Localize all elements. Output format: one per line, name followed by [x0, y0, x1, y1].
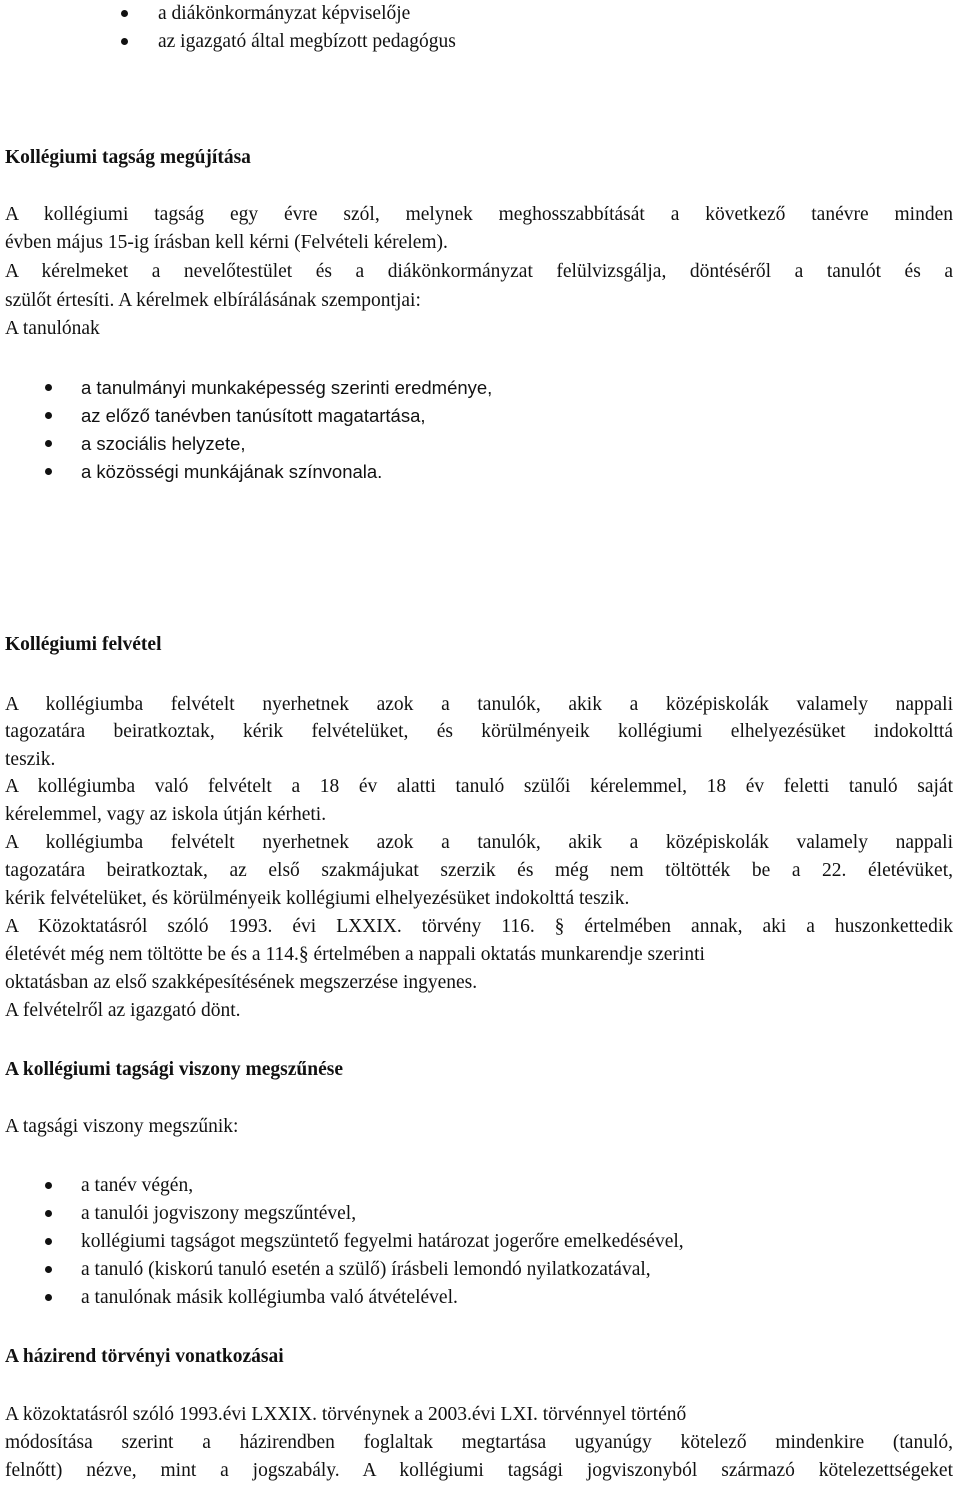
- bullet-icon: [45, 412, 52, 419]
- list-item: a közösségi munkájának színvonala.: [81, 461, 383, 482]
- paragraph-line: oktatásban az első szakképesítésének megszerzése ingyenes.: [5, 972, 478, 993]
- bullet-icon: [121, 10, 128, 17]
- paragraph-line: A kollégiumba való felvételt a 18 év alatti tanuló szülői kérelemmel, 18 év feletti tanuló saját: [5, 776, 953, 797]
- paragraph-line: A közoktatásról szóló 1993.évi LXXIX. törvénynek a 2003.évi LXI. törvénnyel történő: [5, 1404, 687, 1425]
- bullet-icon: [45, 1266, 52, 1273]
- paragraph-line: kérik felvételüket, és körülményeik kollégiumi elhelyezésüket indokolttá teszik.: [5, 888, 630, 909]
- paragraph-line: A tanulónak: [5, 318, 100, 339]
- paragraph-line: tagozatára beiratkoztak, kérik felvételüket, és körülményeik kollégiumi elhelyezésüket indokolttá: [5, 721, 953, 742]
- paragraph-line: A kollégiumba felvételt nyerhetnek azok a tanulók, akik a középiskolák valamely nappali: [5, 694, 953, 715]
- list-item: kollégiumi tagságot megszüntető fegyelmi határozat jogerőre emelkedésével,: [81, 1231, 684, 1252]
- paragraph-line: életévét még nem töltötte be és a 114.§ értelmében a nappali oktatás munkarendje szerinti: [5, 944, 705, 965]
- list-item: a diákönkormányzat képviselője: [158, 3, 411, 24]
- bullet-icon: [121, 38, 128, 45]
- paragraph-line: kérelemmel, vagy az iskola útján kérheti.: [5, 804, 327, 825]
- bullet-icon: [45, 468, 52, 475]
- list-item: a tanuló (kiskorú tanuló esetén a szülő) írásbeli lemondó nyilatkozatával,: [81, 1259, 651, 1280]
- paragraph-line: A kollégiumi tagság egy évre szól, melynek meghosszabbítását a következő tanévre minden: [5, 204, 953, 225]
- list-item: az előző tanévben tanúsított magatartása,: [81, 405, 426, 426]
- paragraph-line: A felvételről az igazgató dönt.: [5, 1000, 241, 1021]
- paragraph-line: módosítása szerint a házirendben foglaltak megtartása ugyanúgy kötelező mindenkire (tanuló,: [5, 1432, 953, 1453]
- paragraph-line: A tagsági viszony megszűnik:: [5, 1116, 239, 1137]
- bullet-icon: [45, 384, 52, 391]
- bullet-icon: [45, 1294, 52, 1301]
- list-item: a tanulói jogviszony megszűntével,: [81, 1203, 357, 1224]
- section-heading: Kollégiumi tagság megújítása: [5, 147, 251, 168]
- section-heading: A házirend törvényi vonatkozásai: [5, 1346, 284, 1367]
- list-item: a tanév végén,: [81, 1175, 194, 1196]
- paragraph-line: A kérelmeket a nevelőtestület és a diákönkormányzat felülvizsgálja, döntéséről a tanulót és a: [5, 261, 953, 282]
- section-heading: A kollégiumi tagsági viszony megszűnése: [5, 1059, 344, 1080]
- paragraph-line: teszik.: [5, 749, 56, 770]
- paragraph-line: A Közoktatásról szóló 1993. évi LXXIX. törvény 116. § értelmében annak, aki a huszonkettedik: [5, 916, 953, 937]
- list-item: a tanulmányi munkaképesség szerinti eredménye,: [81, 377, 493, 398]
- bullet-icon: [45, 1238, 52, 1245]
- paragraph-line: tagozatára beiratkoztak, az első szakmájukat szerzik és még nem töltötték be a 22. életévüket,: [5, 860, 953, 881]
- list-item: a tanulónak másik kollégiumba való átvételével.: [81, 1287, 458, 1308]
- bullet-icon: [45, 1182, 52, 1189]
- paragraph-line: felnőtt) nézve, mint a jogszabály. A kollégiumi tagsági jogviszonyból származó kötelezettségeket: [5, 1460, 953, 1481]
- list-item: az igazgató által megbízott pedagógus: [158, 31, 456, 52]
- paragraph-line: évben május 15-ig írásban kell kérni (Felvételi kérelem).: [5, 232, 448, 253]
- section-heading: Kollégiumi felvétel: [5, 634, 162, 655]
- bullet-icon: [45, 440, 52, 447]
- paragraph-line: A kollégiumba felvételt nyerhetnek azok a tanulók, akik a középiskolák valamely nappali: [5, 832, 953, 853]
- bullet-icon: [45, 1210, 52, 1217]
- list-item: a szociális helyzete,: [81, 433, 246, 454]
- paragraph-line: szülőt értesíti. A kérelmek elbírálásának szempontjai:: [5, 290, 421, 311]
